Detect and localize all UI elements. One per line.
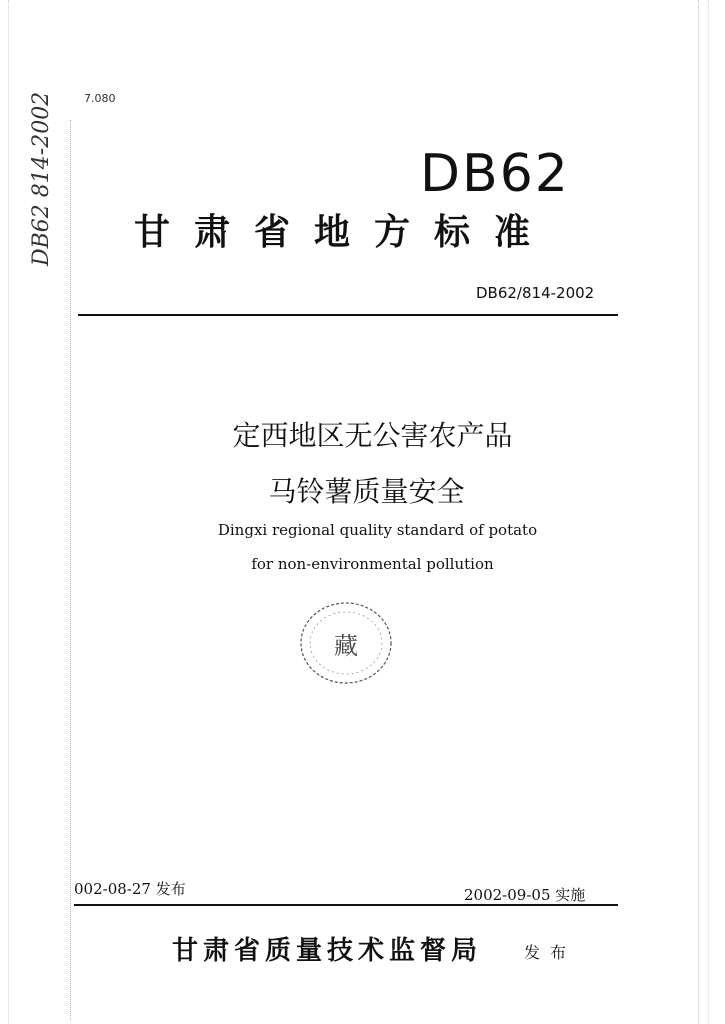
header-rule	[78, 314, 618, 316]
db-mark: DB62	[420, 144, 570, 204]
footer-rule	[74, 904, 618, 906]
title-cn-line1: 定西地区无公害农产品	[232, 419, 513, 452]
scan-edge-left	[8, 0, 9, 1024]
issuing-authority: 甘肃省质量技术监督局	[172, 936, 483, 966]
margin-note-text: DB62 814-2002	[29, 91, 54, 266]
standard-title: 甘肃省地方标准	[134, 211, 555, 253]
issuer-verb: 发布	[524, 943, 577, 962]
scan-edge-right-outer	[708, 0, 709, 1024]
standard-number: DB62/814-2002	[476, 284, 595, 302]
library-stamp	[298, 600, 394, 686]
stamp-char: 藏	[334, 632, 358, 660]
release-date: 002-08-27 发布	[74, 880, 186, 898]
implementation-date: 2002-09-05 实施	[464, 886, 586, 904]
scan-edge-right	[698, 0, 699, 1024]
ics-code: 7.080	[84, 92, 116, 105]
handwritten-margin-note	[22, 70, 62, 270]
title-en-line2: for non-environmental pollution	[251, 555, 494, 573]
title-cn-line2: 马铃薯质量安全	[268, 475, 465, 508]
title-en-line1: Dingxi regional quality standard of potato	[217, 521, 538, 539]
